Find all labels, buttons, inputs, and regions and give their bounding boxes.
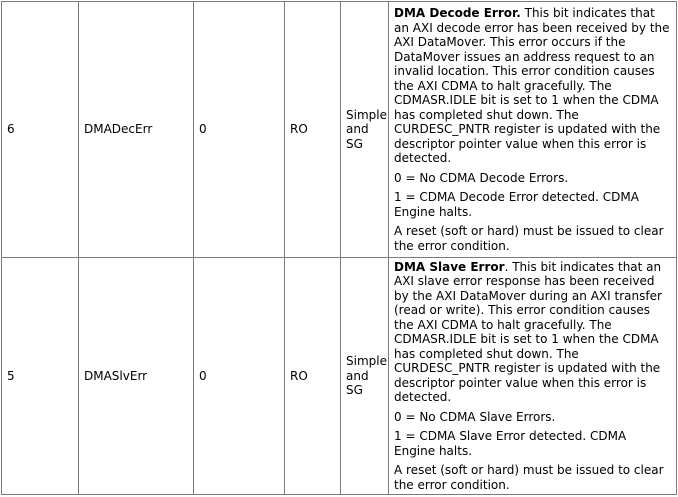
mode-cell: Simple and SG	[341, 2, 389, 258]
mode-cell: Simple and SG	[341, 258, 389, 495]
bits-cell: 5	[2, 258, 79, 495]
value-1-text: 1 = CDMA Slave Error detected. CDMA Engine halts.	[394, 429, 627, 458]
description-title: DMA Slave Error	[394, 259, 505, 274]
table-row-dmaslverr	[2, 258, 677, 495]
default-value-cell: 0	[194, 258, 285, 495]
description-cell	[389, 258, 677, 495]
description-text: This bit indicates that an AXI decode error has been received by the AXI DataMover. This error occurs if the DataMover issues an address request to an invalid location. This error condition causes the AXI CDMA to halt gracefully. The CDMASR.IDLE bit is set to 1 when the CDMA has completed shut down. The CURDESC_PNTR register is updated with the descriptor pointer value when this error is detected.	[394, 6, 670, 165]
value-0-text: 0 = No CDMA Decode Errors.	[394, 170, 569, 185]
default-value-cell: 0	[194, 2, 285, 258]
field-name-cell: DMADecErr	[79, 2, 194, 258]
table-row-dmadecerr	[2, 2, 677, 258]
access-type-cell: RO	[285, 2, 341, 258]
value-1-text: 1 = CDMA Decode Error detected. CDMA Engine halts.	[394, 190, 639, 219]
field-name-cell: DMASlvErr	[79, 258, 194, 495]
description-title: DMA Decode Error.	[394, 6, 521, 20]
reset-note-text: A reset (soft or hard) must be issued to clear the error condition.	[394, 463, 664, 492]
value-0-text: 0 = No CDMA Slave Errors.	[394, 409, 556, 424]
description-text: . This bit indicates that an AXI slave error response has been received by the AXI DataMover during an AXI transfer (read or write). This error condition causes the AXI CDMA to halt gracefully. The CDMASR.IDLE bit is set to 1 when the CDMA has completed shut down. The CURDESC_PNTR register is updated with the descriptor pointer value when this error is detected.	[394, 259, 662, 405]
description-paragraph	[394, 6, 671, 166]
description-cell	[389, 2, 677, 258]
bits-cell: 6	[2, 2, 79, 258]
reset-note-text: A reset (soft or hard) must be issued to clear the error condition.	[394, 224, 664, 253]
access-type-cell: RO	[285, 258, 341, 495]
register-bit-table	[1, 1, 677, 495]
description-paragraph	[394, 260, 671, 405]
